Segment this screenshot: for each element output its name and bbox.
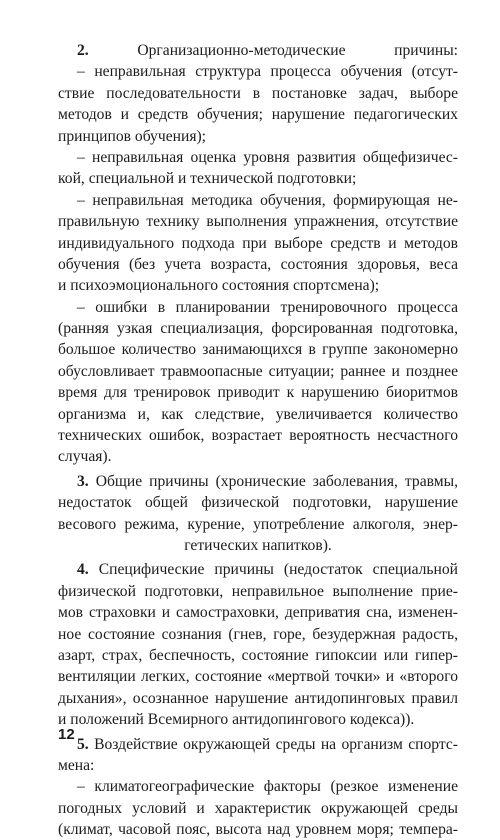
text-line: случая). <box>58 448 112 466</box>
text-line: Воздействие окружающей среды на организм спортс- <box>94 735 458 753</box>
section-2-heading <box>58 40 458 61</box>
section-4-heading <box>58 559 458 580</box>
section-3-heading <box>58 471 458 492</box>
text-line: – неправильная методика обучения, формирующая не- <box>77 191 458 209</box>
text-line: – климатогеографические факторы (резкое изменение <box>77 778 458 796</box>
text-line: гетических напитков). <box>184 536 332 554</box>
text-line: и психоэмоционального состояния спортсмена); <box>58 277 380 295</box>
text-line: Специфические причины (недостаток специальной <box>98 561 459 579</box>
text-line: и положений Всемирного антидопингового кодекса)). <box>58 711 415 729</box>
page-number: 12 <box>58 726 75 743</box>
text-line: – ошибки в планировании тренировочного процесса <box>77 298 458 316</box>
text-line: время для тренировок приводит к нарушению биоритмов <box>58 384 458 402</box>
text-line: весового режима, курение, употребление алкоголя, энер- <box>58 515 458 533</box>
text-line: – неправильная структура процесса обучения (отсут- <box>77 63 458 81</box>
text-line: обусловливает травмоопасные ситуации; раннее и позднее <box>58 362 458 380</box>
text-line: дыхания», осознанное нарушение антидопинговых правил <box>58 689 458 707</box>
text-line: погодных условий и характеристик окружающей среды <box>58 799 458 817</box>
text-line: – неправильная оценка уровня развития общефизичес- <box>77 148 458 166</box>
text-line: методов и средств обучения; нарушение педагогических <box>58 106 458 124</box>
section-number: 3. <box>77 472 89 490</box>
section-5-heading <box>58 734 458 755</box>
text-line: (ранняя узкая специализация, форсированная подготовка, <box>58 320 458 338</box>
section-number: 2. <box>77 42 89 59</box>
section-number: 5. <box>77 735 89 753</box>
text-line: технических ошибок, возрастает вероятность несчастного <box>58 427 458 445</box>
text-line: мена: <box>58 756 95 774</box>
text-line: недостаток общей физической подготовки, нарушение <box>58 494 458 512</box>
text-line: обучения (без учета возраста, состояния здоровья, веса <box>58 255 458 273</box>
text-line: индивидуального подхода при выборе средств и методов <box>58 234 458 252</box>
text-line: Общие причины (хронические заболевания, травмы, <box>95 472 458 490</box>
text-line: физической подготовки, неправильное выполнение прие- <box>58 582 458 600</box>
text-line: кой, специальной и технической подготовки; <box>58 170 357 188</box>
text-line: принципов обучения); <box>58 127 207 145</box>
text-line: мов страховки и самостраховки, деприватия сна, изменен- <box>58 604 458 622</box>
document-page <box>58 40 458 840</box>
text-line: ствие последовательности в постановке задач, выборе <box>58 84 458 102</box>
text-line: (климат, часовой пояс, высота над уровнем моря; темпера- <box>58 821 458 839</box>
text-line: ное состояние сознания (гнев, горе, безудержная радость, <box>58 625 458 643</box>
section-number: 4. <box>77 561 89 579</box>
text-line: Организационно-методические причины: <box>137 42 458 59</box>
text-line: большое количество занимающихся в группе закономерно <box>58 341 458 359</box>
text-line: вентиляции легких, состояние «мертвой точки» и «второго <box>58 668 458 686</box>
text-line: азарт, страх, беспечность, состояние гипоксии или гипер- <box>58 646 458 664</box>
text-line: правильную технику выполнения упражнения, отсутствие <box>58 213 458 231</box>
text-line: организма и, как следствие, увеличивается количество <box>58 405 458 423</box>
